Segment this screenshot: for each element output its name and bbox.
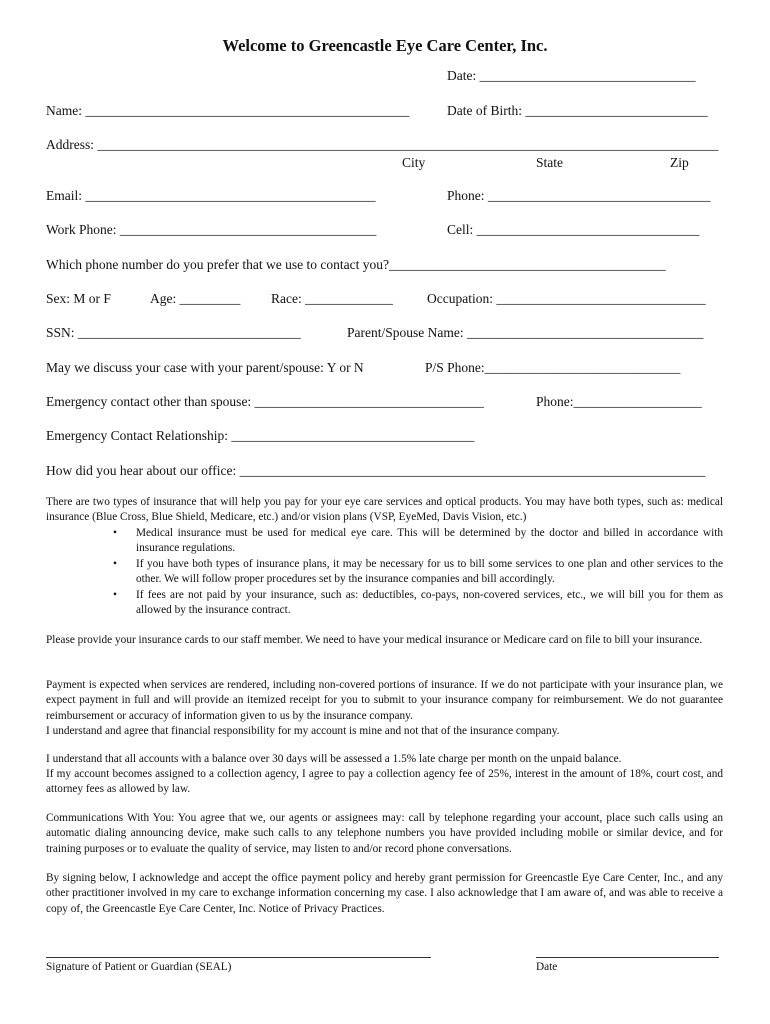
- discuss-case-field[interactable]: May we discuss your case with your parent/spouse: Y or N: [46, 360, 364, 375]
- collection-paragraph: If my account becomes assigned to a collection agency, I agree to pay a collection agency fee of 25%, interest in the amount of 18%, court cost, and attorney fees as allowed by law.: [46, 768, 723, 796]
- state-label: State: [536, 155, 563, 170]
- sex-field[interactable]: Sex: M or F: [46, 291, 111, 306]
- signature-date-label: Date: [536, 961, 558, 973]
- date-field[interactable]: Date: ________________________________: [447, 68, 696, 83]
- race-field[interactable]: Race: _____________: [271, 291, 393, 306]
- name-field[interactable]: Name: ________________________________________________: [46, 103, 410, 118]
- responsibility-paragraph: I understand and agree that financial responsibility for my account is mine and not that of the insurance company.: [46, 725, 560, 737]
- bullet-marker: •: [113, 527, 117, 539]
- emergency-contact-field[interactable]: Emergency contact other than spouse: __________________________________: [46, 394, 485, 409]
- email-field[interactable]: Email: ___________________________________________: [46, 188, 376, 203]
- preferred-phone-field[interactable]: Which phone number do you prefer that we use to contact you?_________________________________________: [46, 257, 666, 272]
- bullet-marker: •: [113, 558, 117, 570]
- ssn-field[interactable]: SSN: _________________________________: [46, 325, 301, 340]
- bullet-marker: •: [113, 589, 117, 601]
- signing-paragraph: By signing below, I acknowledge and accept the office payment policy and hereby grant permission for Greencastle Eye Care Center, Inc., and any other practitioner involved in my care to exchange information concerning my case. I also acknowledge that I am aware of, and was able to receive a copy of, the Greencastle Eye Care Center, Inc. Notice of Privacy Practices.: [46, 872, 723, 915]
- payment-paragraph: Payment is expected when services are rendered, including non-covered portions of insurance. If we do not participate with your insurance plan, we expect payment in full and will provide an itemized receipt for you to submit to your insurance company for reimbursement. We do not guarantee reimbursement or accuracy of information given to us by the insurance company.: [46, 679, 723, 722]
- insurance-intro: There are two types of insurance that will help you pay for your eye care services and optical products. You may have both types, such as: medical insurance (Blue Cross, Blue Shield, Medicare, etc.) and/or vision plans (VSP, EyeMed, Davis Vision, etc.): [46, 496, 723, 524]
- age-field[interactable]: Age: _________: [150, 291, 241, 306]
- city-label: City: [402, 155, 426, 170]
- late-charge-paragraph: I understand that all accounts with a balance over 30 days will be assessed a 1.5% late charge per month on the unpaid balance.: [46, 753, 622, 765]
- dob-field[interactable]: Date of Birth: ___________________________: [447, 103, 708, 118]
- signature-date-line[interactable]: [536, 957, 719, 958]
- ps-phone-field[interactable]: P/S Phone:_____________________________: [425, 360, 681, 375]
- address-field[interactable]: Address: ____________________________________________________________________________________________: [46, 137, 719, 152]
- phone-field[interactable]: Phone: _________________________________: [447, 188, 711, 203]
- occupation-field[interactable]: Occupation: _______________________________: [427, 291, 706, 306]
- insurance-bullet: If fees are not paid by your insurance, such as: deductibles, co-pays, non-covered services, etc., we will bill you for them as allowed by the insurance contract.: [136, 589, 723, 617]
- zip-label: Zip: [670, 155, 689, 170]
- signature-label: Signature of Patient or Guardian (SEAL): [46, 961, 232, 973]
- parent-spouse-field[interactable]: Parent/Spouse Name: ___________________________________: [347, 325, 704, 340]
- page-title: Welcome to Greencastle Eye Care Center, Inc.: [222, 36, 548, 55]
- communications-paragraph: Communications With You: You agree that we, our agents or assignees may: call by telephone regarding your account, place such calls using an automatic dialing announcing device, make such calls to any telephone numbers you have provided including mobile or similar device, and for training purposes or to evaluate the quality of service, may listen to and/or record phone conversations.: [46, 812, 723, 855]
- insurance-bullet: If you have both types of insurance plans, it may be necessary for us to bill some services to one plan and other services to the other. We will follow proper procedures set by the insurance companies and bill accordingly.: [136, 558, 723, 586]
- heard-about-field[interactable]: How did you hear about our office: _____________________________________________________________________: [46, 463, 706, 478]
- cell-field[interactable]: Cell: _________________________________: [447, 222, 700, 237]
- emergency-relationship-field[interactable]: Emergency Contact Relationship: ____________________________________: [46, 428, 475, 443]
- signature-line[interactable]: [46, 957, 431, 958]
- work-phone-field[interactable]: Work Phone: ______________________________________: [46, 222, 377, 237]
- emergency-phone-field[interactable]: Phone:___________________: [536, 394, 702, 409]
- insurance-bullet: Medical insurance must be used for medical eye care. This will be determined by the doctor and billed in accordance with insurance regulations.: [136, 527, 723, 555]
- insurance-cards-paragraph: Please provide your insurance cards to our staff member. We need to have your medical insurance or Medicare card on file to bill your insurance.: [46, 634, 703, 646]
